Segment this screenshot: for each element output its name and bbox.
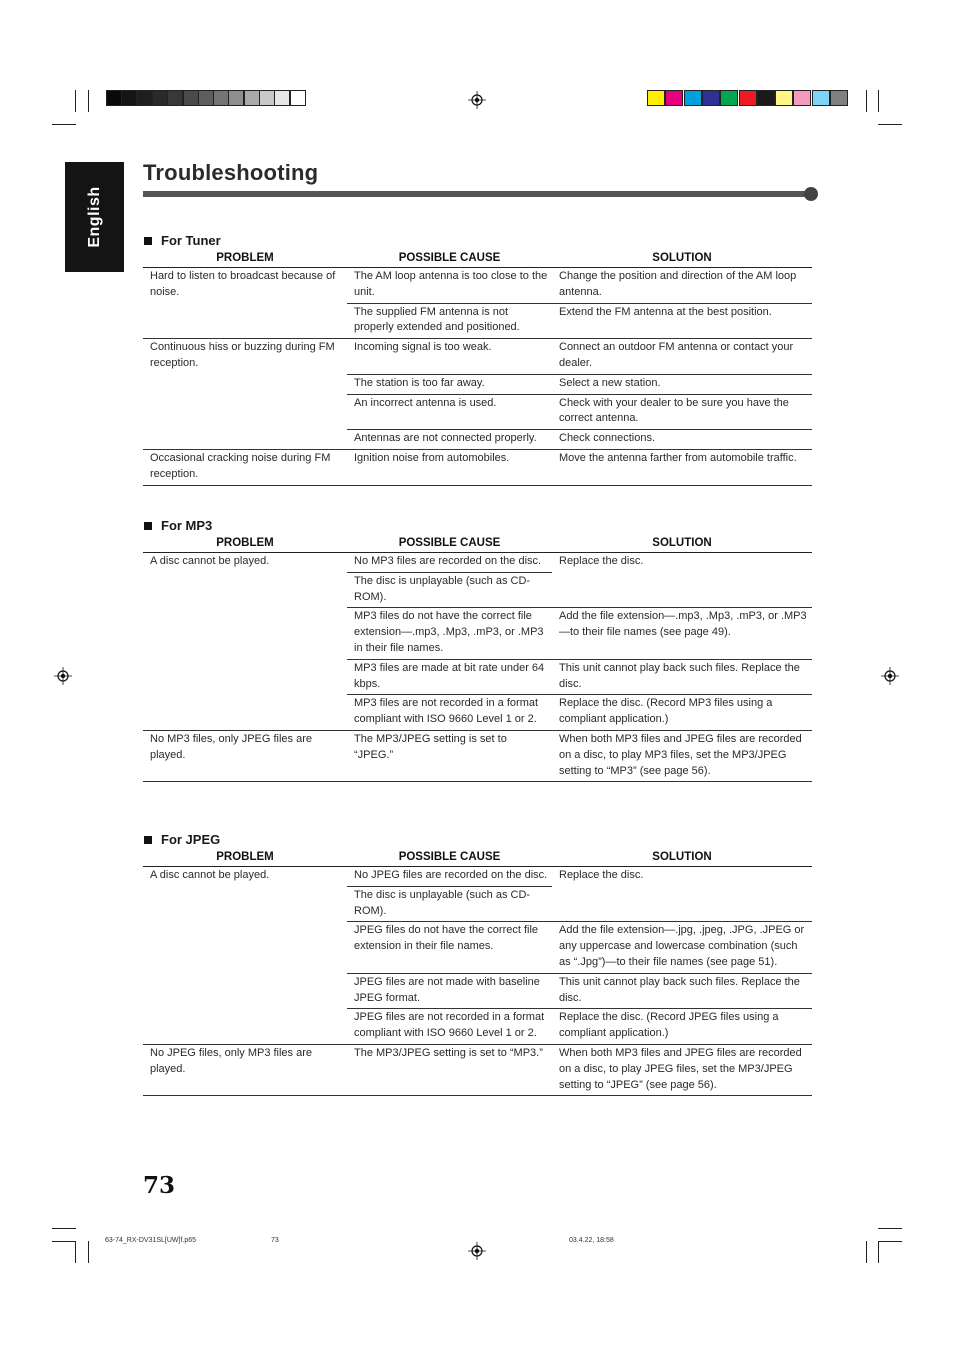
color-swatch (739, 90, 757, 106)
table-row (143, 695, 812, 731)
solution-cell: Connect an outdoor FM antenna or contact your dealer. (552, 339, 812, 375)
page-number: 73 (143, 1172, 176, 1199)
table-row (143, 922, 812, 973)
section-heading (143, 232, 812, 250)
problem-cell: Hard to listen to broadcast because of noise. (143, 268, 347, 304)
solution-cell: Add the file extension—.jpg, .jpeg, .JPG, .JPEG or any uppercase and lowercase combination (such as “.Jpg”)—to their file names (see page 51). (552, 922, 812, 973)
problem-cell (143, 303, 347, 339)
problem-cell: No MP3 files, only JPEG files are played. (143, 730, 347, 781)
jpeg-table (143, 849, 812, 1096)
gray-swatch (290, 90, 306, 106)
gray-swatch (274, 90, 290, 106)
crop-mark (878, 1241, 879, 1263)
title-rule-dot (804, 187, 818, 201)
color-swatch (647, 90, 665, 106)
solution-cell: This unit cannot play back such files. Replace the disc. (552, 973, 812, 1009)
solution-cell: Move the antenna farther from automobile traffic. (552, 449, 812, 485)
solution-cell (552, 572, 812, 608)
solution-cell: This unit cannot play back such files. Replace the disc. (552, 659, 812, 695)
problem-cell (143, 374, 347, 394)
problem-cell (143, 572, 347, 608)
gray-swatch (213, 90, 229, 106)
crop-mark (52, 1228, 76, 1229)
title-rule (143, 191, 811, 197)
solution-header: SOLUTION (552, 535, 812, 553)
solution-cell: Replace the disc. (552, 553, 812, 573)
table-row (143, 572, 812, 608)
solution-cell: Select a new station. (552, 374, 812, 394)
registration-mark-icon (468, 1242, 486, 1260)
problem-cell: No JPEG files, only MP3 files are played. (143, 1044, 347, 1095)
crop-mark (88, 1241, 89, 1263)
solution-cell: Extend the FM antenna at the best position. (552, 303, 812, 339)
gray-swatch (198, 90, 214, 106)
mp3-section (143, 517, 812, 782)
solution-cell: Replace the disc. (Record MP3 files using a compliant application.) (552, 695, 812, 731)
section-heading (143, 831, 812, 849)
table-row (143, 867, 812, 887)
footer-file: 63-74_RX-DV31SL[UW]f.p65 (105, 1237, 197, 1244)
jpeg-section (143, 831, 812, 1096)
problem-header: PROBLEM (143, 849, 347, 867)
mp3-table (143, 535, 812, 782)
color-swatch (665, 90, 683, 106)
crop-mark (75, 90, 76, 112)
solution-cell: When both MP3 files and JPEG files are recorded on a disc, to play JPEG files, set the MP3/JPEG setting to “JPEG” (see page 56). (552, 1044, 812, 1095)
solution-cell: Change the position and direction of the AM loop antenna. (552, 268, 812, 304)
gray-swatch (259, 90, 275, 106)
crop-mark (52, 1241, 76, 1242)
section-heading-text: For JPEG (161, 832, 221, 847)
cause-cell: MP3 files are made at bit rate under 64 kbps. (347, 659, 552, 695)
solution-header: SOLUTION (552, 849, 812, 867)
problem-cell: Continuous hiss or buzzing during FM reception. (143, 339, 347, 375)
problem-cell (143, 922, 347, 973)
solution-cell: Replace the disc. (Record JPEG files using a compliant application.) (552, 1009, 812, 1045)
crop-mark (52, 124, 76, 125)
cause-cell: MP3 files are not recorded in a format compliant with ISO 9660 Level 1 or 2. (347, 695, 552, 731)
crop-mark (866, 1241, 867, 1263)
cause-cell: No JPEG files are recorded on the disc. (347, 867, 552, 887)
problem-header: PROBLEM (143, 250, 347, 268)
section-heading-text: For Tuner (161, 233, 221, 248)
solution-cell (552, 886, 812, 922)
table-row (143, 1009, 812, 1045)
gray-swatch (244, 90, 260, 106)
table-row (143, 553, 812, 573)
solution-cell: Add the file extension—.mp3, .Mp3, .mP3, or .MP3—to their file names (see page 49). (552, 608, 812, 659)
cause-cell: JPEG files are not made with baseline JPEG format. (347, 973, 552, 1009)
cause-header: POSSIBLE CAUSE (347, 535, 552, 553)
table-row (143, 659, 812, 695)
problem-cell (143, 394, 347, 430)
gray-swatch (137, 90, 153, 106)
cause-cell: The MP3/JPEG setting is set to “JPEG.” (347, 730, 552, 781)
table-row (143, 449, 812, 485)
cause-cell: Antennas are not connected properly. (347, 430, 552, 450)
registration-mark-icon (54, 667, 72, 685)
page-title: Troubleshooting (143, 160, 319, 185)
solution-cell: When both MP3 files and JPEG files are recorded on a disc, to play MP3 files, set the MP3/JPEG setting to “MP3” (see page 56). (552, 730, 812, 781)
language-tab (65, 162, 124, 272)
tuner-section (143, 232, 812, 486)
gray-swatch (121, 90, 137, 106)
crop-mark (878, 1228, 902, 1229)
square-bullet-icon (144, 836, 152, 844)
square-bullet-icon (144, 237, 152, 245)
cause-cell: JPEG files do not have the correct file extension in their file names. (347, 922, 552, 973)
solution-cell: Replace the disc. (552, 867, 812, 887)
problem-cell: Occasional cracking noise during FM reception. (143, 449, 347, 485)
gray-swatch (152, 90, 168, 106)
registration-mark-icon (881, 667, 899, 685)
color-swatch (757, 90, 775, 106)
crop-mark (866, 90, 867, 112)
gray-swatch (183, 90, 199, 106)
crop-mark (878, 1241, 902, 1242)
problem-cell (143, 886, 347, 922)
square-bullet-icon (144, 522, 152, 530)
problem-cell: A disc cannot be played. (143, 867, 347, 887)
cause-cell: The station is too far away. (347, 374, 552, 394)
problem-cell (143, 1009, 347, 1045)
crop-mark (75, 1241, 76, 1263)
table-row (143, 374, 812, 394)
table-row (143, 394, 812, 430)
cause-cell: MP3 files do not have the correct file extension—.mp3, .Mp3, .mP3, or .MP3 in their file names. (347, 608, 552, 659)
language-label: English (85, 186, 103, 248)
crop-mark (878, 90, 879, 112)
gray-swatch (106, 90, 122, 106)
color-swatch (684, 90, 702, 106)
color-swatch (720, 90, 738, 106)
problem-cell (143, 973, 347, 1009)
color-swatch (830, 90, 848, 106)
cause-cell: The disc is unplayable (such as CD-ROM). (347, 572, 552, 608)
section-heading-text: For MP3 (161, 518, 213, 533)
table-row (143, 608, 812, 659)
crop-mark (88, 90, 89, 112)
problem-cell (143, 430, 347, 450)
gray-swatch (228, 90, 244, 106)
cause-cell: The supplied FM antenna is not properly extended and positioned. (347, 303, 552, 339)
footer-date: 03.4.22, 18:58 (569, 1237, 614, 1244)
solution-cell: Check with your dealer to be sure you have the correct antenna. (552, 394, 812, 430)
cause-cell: No MP3 files are recorded on the disc. (347, 553, 552, 573)
color-swatch (793, 90, 811, 106)
solution-header: SOLUTION (552, 250, 812, 268)
gray-swatch (167, 90, 183, 106)
color-swatch (702, 90, 720, 106)
problem-cell (143, 608, 347, 659)
problem-cell (143, 659, 347, 695)
crop-mark (878, 124, 902, 125)
problem-cell (143, 695, 347, 731)
color-swatch (775, 90, 793, 106)
cause-header: POSSIBLE CAUSE (347, 849, 552, 867)
cause-cell: Incoming signal is too weak. (347, 339, 552, 375)
table-row (143, 339, 812, 375)
table-row (143, 973, 812, 1009)
table-row (143, 1044, 812, 1095)
problem-header: PROBLEM (143, 535, 347, 553)
table-row (143, 430, 812, 450)
cause-cell: The AM loop antenna is too close to the unit. (347, 268, 552, 304)
cause-header: POSSIBLE CAUSE (347, 250, 552, 268)
cause-cell: The MP3/JPEG setting is set to “MP3.” (347, 1044, 552, 1095)
tuner-table (143, 250, 812, 486)
table-row (143, 268, 812, 304)
cause-cell: Ignition noise from automobiles. (347, 449, 552, 485)
solution-cell: Check connections. (552, 430, 812, 450)
cause-cell: The disc is unplayable (such as CD-ROM). (347, 886, 552, 922)
footer-page: 73 (271, 1237, 279, 1244)
problem-cell: A disc cannot be played. (143, 553, 347, 573)
table-row (143, 303, 812, 339)
cause-cell: An incorrect antenna is used. (347, 394, 552, 430)
table-row (143, 730, 812, 781)
cause-cell: JPEG files are not recorded in a format compliant with ISO 9660 Level 1 or 2. (347, 1009, 552, 1045)
section-heading (143, 517, 812, 535)
color-swatch (812, 90, 830, 106)
table-row (143, 886, 812, 922)
registration-mark-icon (468, 91, 486, 109)
